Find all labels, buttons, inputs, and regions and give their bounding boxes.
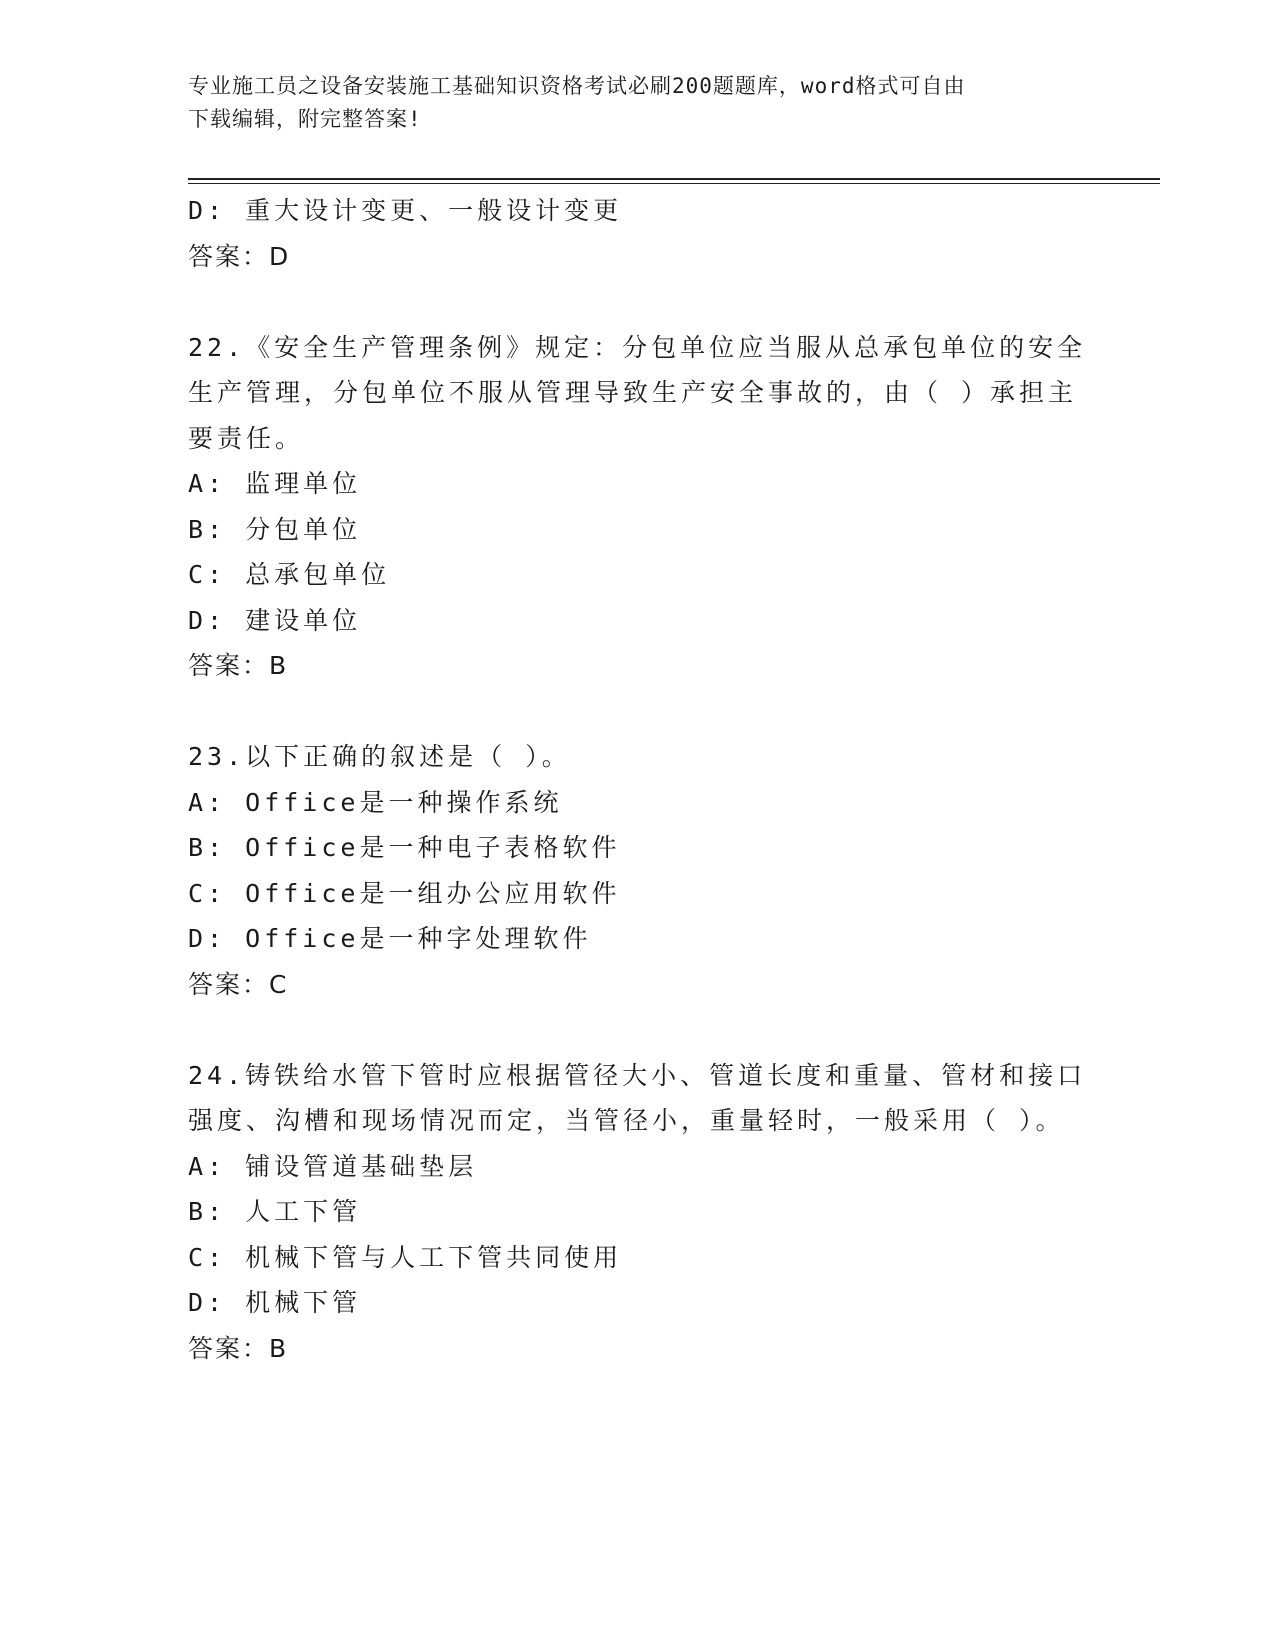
option-b: B: 人工下管 xyxy=(188,1197,362,1226)
header-line-2: 下载编辑，附完整答案! xyxy=(188,107,422,131)
answer: 答案：B xyxy=(188,651,289,680)
option-a: A: 铺设管道基础垫层 xyxy=(188,1151,478,1181)
question-24 xyxy=(188,1053,1088,1372)
option-a: A: 监理单位 xyxy=(188,469,362,498)
question-text-line: 强度、沟槽和现场情况而定，当管径小，重量轻时，一般采用（ ）。 xyxy=(188,1106,1065,1135)
option-b: B: 分包单位 xyxy=(188,514,362,544)
question-text-line: 要责任。 xyxy=(188,423,305,453)
header-line-1: 专业施工员之设备安装施工基础知识资格考试必刷200题题库，word格式可自由 xyxy=(188,74,966,98)
document-body xyxy=(188,188,1088,1371)
question-22 xyxy=(188,325,1088,689)
option-d: D: Office是一种字处理软件 xyxy=(188,924,592,953)
question-text-line: 22.《安全生产管理条例》规定：分包单位应当服从总承包单位的安全 xyxy=(188,332,1087,362)
header-divider-thick xyxy=(188,178,1160,180)
answer: 答案：B xyxy=(188,1333,289,1363)
option-d: D: 机械下管 xyxy=(188,1288,362,1317)
page-header xyxy=(188,70,1068,136)
option-a: A: Office是一种操作系统 xyxy=(188,787,563,817)
option-d: D: 建设单位 xyxy=(188,605,362,635)
option-c: C: Office是一组办公应用软件 xyxy=(188,878,621,908)
question-text-line: 生产管理，分包单位不服从管理导致生产安全事故的，由（ ）承担主 xyxy=(188,378,1078,407)
option-c: C: 机械下管与人工下管共同使用 xyxy=(188,1242,623,1272)
answer: 答案：C xyxy=(188,969,289,999)
answer: 答案：D xyxy=(188,241,291,271)
spacer xyxy=(188,1007,1088,1053)
spacer xyxy=(188,689,1088,735)
option-c: C: 总承包单位 xyxy=(188,560,391,589)
question-text-line: 24.铸铁给水管下管时应根据管径大小、管道长度和重量、管材和接口 xyxy=(188,1060,1087,1090)
spacer xyxy=(188,279,1088,325)
option-d: D: 重大设计变更、一般设计变更 xyxy=(188,196,623,225)
option-b: B: Office是一种电子表格软件 xyxy=(188,833,621,862)
header-divider-thin xyxy=(188,183,1160,184)
question-23 xyxy=(188,734,1088,1007)
question-text-line: 23.以下正确的叙述是（ ）。 xyxy=(188,742,571,771)
